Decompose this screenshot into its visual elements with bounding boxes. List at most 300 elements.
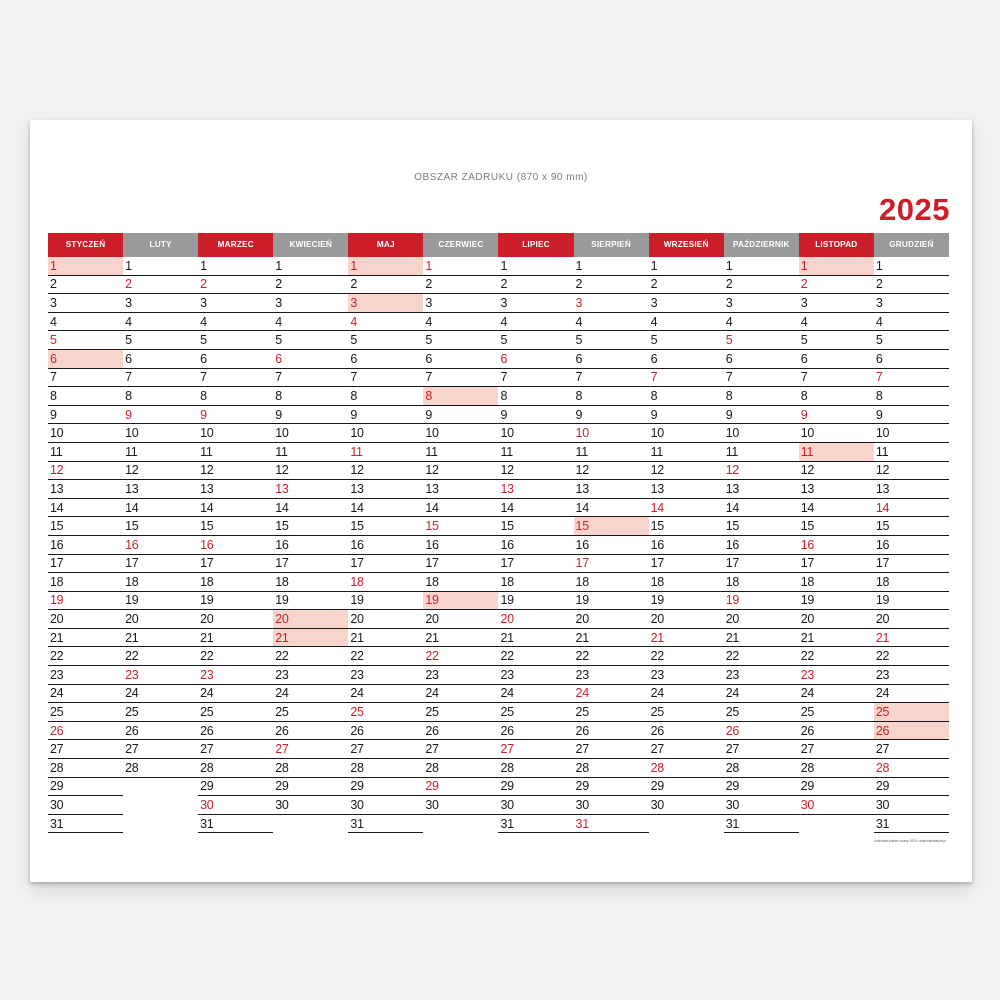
day-cell xyxy=(574,815,649,834)
day-cell xyxy=(123,517,198,536)
day-number: 20 xyxy=(725,612,740,627)
day-cell xyxy=(423,276,498,295)
day-number: 28 xyxy=(725,760,740,775)
day-cell xyxy=(799,387,874,406)
day-number: 3 xyxy=(725,295,733,310)
day-number: 13 xyxy=(800,481,815,496)
day-cell xyxy=(574,592,649,611)
day-cell xyxy=(273,536,348,555)
day-number: 20 xyxy=(200,612,214,627)
day-number: 13 xyxy=(575,481,589,496)
day-number: 3 xyxy=(200,295,207,310)
day-number: 11 xyxy=(50,444,63,459)
day-cell xyxy=(724,703,799,722)
day-number: 23 xyxy=(800,667,815,682)
day-cell xyxy=(348,778,423,797)
day-cell xyxy=(123,480,198,499)
day-number: 4 xyxy=(875,314,883,329)
day-cell xyxy=(423,331,498,350)
day-cell xyxy=(574,573,649,592)
day-number: 24 xyxy=(575,686,589,701)
day-cell xyxy=(649,685,724,704)
day-cell xyxy=(799,796,874,815)
day-number: 28 xyxy=(575,760,589,775)
day-cell xyxy=(423,722,498,741)
day-number: 15 xyxy=(125,519,139,534)
day-number: 6 xyxy=(800,351,808,366)
day-number: 15 xyxy=(725,519,740,534)
day-number: 19 xyxy=(575,593,589,608)
day-number: 25 xyxy=(425,705,439,720)
day-number: 29 xyxy=(275,779,289,794)
day-cell xyxy=(724,759,799,778)
day-number: 14 xyxy=(650,500,664,515)
day-number: 18 xyxy=(500,574,514,589)
day-cell xyxy=(574,629,649,648)
day-number: 28 xyxy=(350,760,364,775)
day-number: 23 xyxy=(125,667,139,682)
day-cell xyxy=(874,815,949,834)
day-number: 11 xyxy=(575,444,588,459)
day-number: 7 xyxy=(725,370,733,385)
day-number: 16 xyxy=(725,537,740,552)
day-cell xyxy=(874,499,949,518)
day-number: 4 xyxy=(425,314,433,329)
day-cell xyxy=(649,647,724,666)
day-number: 31 xyxy=(725,816,740,831)
day-cell xyxy=(874,592,949,611)
day-cell xyxy=(799,294,874,313)
month-column xyxy=(423,233,498,835)
day-cell xyxy=(348,313,423,332)
day-number: 10 xyxy=(50,426,64,441)
day-cell xyxy=(198,796,273,815)
day-cell xyxy=(498,647,573,666)
day-number: 24 xyxy=(350,686,364,701)
day-cell xyxy=(498,517,573,536)
day-number: 4 xyxy=(725,314,733,329)
day-cell xyxy=(874,666,949,685)
month-column xyxy=(198,233,273,835)
day-number: 16 xyxy=(875,537,890,552)
day-number: 26 xyxy=(650,723,664,738)
day-cell xyxy=(498,759,573,778)
day-number: 2 xyxy=(275,277,282,292)
day-number: 10 xyxy=(650,426,664,441)
day-cell xyxy=(198,313,273,332)
day-cell xyxy=(649,480,724,499)
day-cell xyxy=(649,555,724,574)
day-number: 16 xyxy=(275,537,289,552)
day-cell xyxy=(273,406,348,425)
day-cell xyxy=(574,666,649,685)
day-number: 22 xyxy=(800,649,815,664)
day-cell xyxy=(348,573,423,592)
day-cell xyxy=(799,499,874,518)
day-number: 21 xyxy=(500,630,514,645)
day-cell xyxy=(198,536,273,555)
day-number: 23 xyxy=(875,667,890,682)
day-number: 22 xyxy=(875,649,890,664)
day-number: 17 xyxy=(500,556,514,571)
day-number: 28 xyxy=(425,760,439,775)
day-cell xyxy=(874,722,949,741)
day-cell xyxy=(198,610,273,629)
day-cell xyxy=(649,610,724,629)
day-number: 9 xyxy=(650,407,658,422)
day-cell xyxy=(348,740,423,759)
day-number: 15 xyxy=(575,519,589,534)
day-cell xyxy=(198,350,273,369)
day-cell xyxy=(649,331,724,350)
day-cell xyxy=(574,257,649,276)
day-number: 27 xyxy=(875,742,890,757)
day-cell xyxy=(123,462,198,481)
day-number: 27 xyxy=(500,742,514,757)
day-cell xyxy=(799,536,874,555)
day-cell xyxy=(799,350,874,369)
day-number: 16 xyxy=(350,537,364,552)
day-cell xyxy=(799,462,874,481)
day-cell xyxy=(498,294,573,313)
day-number: 5 xyxy=(800,333,808,348)
day-cell xyxy=(198,592,273,611)
day-number: 12 xyxy=(425,463,439,478)
day-cell xyxy=(423,592,498,611)
day-cell xyxy=(498,257,573,276)
day-number: 8 xyxy=(125,388,132,403)
day-number: 14 xyxy=(350,500,364,515)
day-cell xyxy=(498,536,573,555)
day-cell xyxy=(574,517,649,536)
day-cell xyxy=(574,759,649,778)
day-number: 9 xyxy=(425,407,433,422)
day-cell xyxy=(574,499,649,518)
day-cell xyxy=(649,369,724,388)
day-cell xyxy=(273,369,348,388)
day-number: 9 xyxy=(875,407,883,422)
month-column xyxy=(649,233,724,835)
day-number: 8 xyxy=(650,388,658,403)
day-number: 14 xyxy=(875,500,890,515)
day-cell xyxy=(273,722,348,741)
day-cell xyxy=(724,443,799,462)
day-cell xyxy=(724,257,799,276)
day-number: 5 xyxy=(500,333,508,348)
day-number: 30 xyxy=(725,798,740,813)
day-number: 1 xyxy=(800,258,808,273)
day-number: 7 xyxy=(275,370,282,385)
day-number: 18 xyxy=(275,574,289,589)
day-number: 5 xyxy=(575,333,583,348)
day-cell xyxy=(123,573,198,592)
day-number: 17 xyxy=(725,556,740,571)
day-number: 5 xyxy=(650,333,658,348)
footer-note: Kalendarz planer roczny 2025 • www.kalendarze.pl xyxy=(874,839,946,843)
day-cell xyxy=(498,276,573,295)
day-cell xyxy=(123,666,198,685)
day-cell xyxy=(123,350,198,369)
day-cell xyxy=(724,610,799,629)
day-cell xyxy=(273,573,348,592)
month-header: LISTOPAD xyxy=(799,233,874,257)
day-number: 17 xyxy=(575,556,589,571)
day-cell xyxy=(799,257,874,276)
day-cell xyxy=(423,740,498,759)
day-cell xyxy=(724,424,799,443)
day-cell xyxy=(799,424,874,443)
day-number: 15 xyxy=(800,519,815,534)
day-cell xyxy=(123,443,198,462)
day-cell xyxy=(498,740,573,759)
day-cell xyxy=(649,350,724,369)
day-number: 23 xyxy=(650,667,664,682)
day-cell xyxy=(874,480,949,499)
day-cell xyxy=(874,778,949,797)
day-number: 18 xyxy=(875,574,890,589)
day-number: 9 xyxy=(200,407,207,422)
day-cell xyxy=(649,387,724,406)
day-number: 19 xyxy=(725,593,740,608)
day-number: 23 xyxy=(575,667,589,682)
day-cell xyxy=(273,276,348,295)
day-cell xyxy=(123,369,198,388)
day-cell xyxy=(799,759,874,778)
day-number: 16 xyxy=(50,537,64,552)
day-cell xyxy=(48,555,123,574)
month-header: CZERWIEC xyxy=(423,233,498,257)
day-number: 8 xyxy=(500,388,508,403)
day-number: 22 xyxy=(425,649,439,664)
day-number: 14 xyxy=(500,500,514,515)
day-number: 7 xyxy=(500,370,508,385)
day-number: 22 xyxy=(50,649,64,664)
day-number: 21 xyxy=(200,630,214,645)
day-cell xyxy=(423,350,498,369)
day-cell xyxy=(348,369,423,388)
day-cell xyxy=(498,815,573,834)
day-cell xyxy=(724,350,799,369)
day-number: 14 xyxy=(800,500,815,515)
day-cell xyxy=(799,740,874,759)
day-cell xyxy=(874,424,949,443)
day-number: 2 xyxy=(350,277,357,292)
day-number: 2 xyxy=(200,277,207,292)
day-number: 11 xyxy=(800,444,814,459)
day-number: 2 xyxy=(650,277,658,292)
day-cell xyxy=(273,331,348,350)
day-number: 4 xyxy=(800,314,808,329)
day-cell xyxy=(649,294,724,313)
day-cell xyxy=(498,703,573,722)
day-cell xyxy=(198,703,273,722)
day-cell xyxy=(273,796,348,815)
day-cell xyxy=(724,685,799,704)
day-number: 12 xyxy=(275,463,289,478)
day-number: 31 xyxy=(500,816,514,831)
day-cell xyxy=(874,462,949,481)
day-number: 18 xyxy=(725,574,740,589)
day-number: 20 xyxy=(425,612,439,627)
day-cell xyxy=(198,778,273,797)
day-number: 26 xyxy=(875,723,890,738)
day-number: 17 xyxy=(125,556,139,571)
day-number: 7 xyxy=(425,370,433,385)
day-cell xyxy=(724,276,799,295)
day-cell xyxy=(724,499,799,518)
day-number: 3 xyxy=(875,295,883,310)
day-list xyxy=(48,257,123,833)
day-number: 14 xyxy=(275,500,289,515)
month-column xyxy=(874,233,949,835)
day-number: 17 xyxy=(875,556,890,571)
day-number: 29 xyxy=(575,779,589,794)
day-number: 29 xyxy=(500,779,514,794)
day-number: 11 xyxy=(125,444,138,459)
day-number: 30 xyxy=(50,798,64,813)
day-number: 9 xyxy=(50,407,57,422)
day-number: 17 xyxy=(425,556,439,571)
day-cell xyxy=(198,666,273,685)
day-number: 11 xyxy=(200,444,213,459)
day-cell xyxy=(48,443,123,462)
day-cell xyxy=(423,387,498,406)
day-cell xyxy=(198,462,273,481)
day-number: 11 xyxy=(725,444,739,459)
day-cell xyxy=(874,647,949,666)
day-cell xyxy=(724,294,799,313)
day-cell xyxy=(198,424,273,443)
day-cell xyxy=(48,592,123,611)
day-number: 29 xyxy=(425,779,439,794)
day-number: 1 xyxy=(200,258,207,273)
day-number: 30 xyxy=(200,798,214,813)
day-number: 25 xyxy=(275,705,289,720)
day-number: 20 xyxy=(125,612,139,627)
day-cell xyxy=(874,536,949,555)
day-number: 23 xyxy=(500,667,514,682)
day-cell xyxy=(123,685,198,704)
day-number: 10 xyxy=(350,426,364,441)
day-cell xyxy=(649,462,724,481)
day-cell xyxy=(874,555,949,574)
day-cell xyxy=(423,778,498,797)
day-cell xyxy=(498,592,573,611)
day-number: 10 xyxy=(425,426,439,441)
day-number: 16 xyxy=(650,537,664,552)
day-number: 25 xyxy=(725,705,740,720)
day-cell xyxy=(874,257,949,276)
day-cell xyxy=(48,740,123,759)
day-cell xyxy=(498,666,573,685)
day-cell xyxy=(48,647,123,666)
day-cell xyxy=(348,257,423,276)
day-number: 6 xyxy=(350,351,357,366)
day-number: 6 xyxy=(125,351,132,366)
day-number: 27 xyxy=(575,742,589,757)
day-cell xyxy=(799,369,874,388)
day-number: 8 xyxy=(275,388,282,403)
day-number: 31 xyxy=(575,816,589,831)
day-number: 3 xyxy=(125,295,132,310)
day-number: 7 xyxy=(350,370,357,385)
day-number: 24 xyxy=(725,686,740,701)
day-cell xyxy=(423,555,498,574)
day-number: 15 xyxy=(500,519,514,534)
day-number: 6 xyxy=(200,351,207,366)
day-cell xyxy=(498,462,573,481)
day-number: 13 xyxy=(200,481,214,496)
day-cell xyxy=(799,610,874,629)
day-number: 15 xyxy=(275,519,289,534)
day-cell xyxy=(48,331,123,350)
day-number: 26 xyxy=(500,723,514,738)
day-cell xyxy=(273,443,348,462)
day-cell xyxy=(724,815,799,834)
day-cell xyxy=(123,406,198,425)
day-cell xyxy=(123,536,198,555)
day-number: 17 xyxy=(350,556,364,571)
month-header: KWIECIEŃ xyxy=(273,233,348,257)
day-number: 5 xyxy=(725,333,733,348)
day-number: 2 xyxy=(800,277,808,292)
day-number: 31 xyxy=(875,816,890,831)
day-cell xyxy=(574,331,649,350)
day-number: 20 xyxy=(50,612,64,627)
day-cell xyxy=(423,536,498,555)
day-cell xyxy=(498,350,573,369)
day-cell xyxy=(498,424,573,443)
day-number: 10 xyxy=(575,426,589,441)
day-cell xyxy=(348,592,423,611)
day-number: 20 xyxy=(500,612,514,627)
day-cell xyxy=(799,331,874,350)
day-cell xyxy=(799,647,874,666)
day-number: 16 xyxy=(425,537,439,552)
day-cell xyxy=(198,443,273,462)
day-number: 19 xyxy=(50,593,64,608)
day-number: 1 xyxy=(650,258,658,273)
day-number: 26 xyxy=(275,723,289,738)
day-number: 29 xyxy=(800,779,815,794)
day-number: 29 xyxy=(200,779,214,794)
day-cell xyxy=(348,294,423,313)
day-cell xyxy=(649,740,724,759)
day-cell xyxy=(498,629,573,648)
day-cell xyxy=(649,592,724,611)
day-cell xyxy=(799,443,874,462)
day-cell xyxy=(574,313,649,332)
day-number: 3 xyxy=(425,295,433,310)
day-number: 27 xyxy=(725,742,740,757)
day-number: 7 xyxy=(50,370,57,385)
day-cell xyxy=(649,796,724,815)
day-number: 1 xyxy=(725,258,733,273)
day-cell xyxy=(423,796,498,815)
day-cell xyxy=(724,480,799,499)
day-cell xyxy=(498,313,573,332)
day-cell xyxy=(799,573,874,592)
day-cell xyxy=(574,740,649,759)
day-number: 19 xyxy=(125,593,139,608)
day-cell xyxy=(874,517,949,536)
day-number: 2 xyxy=(50,277,57,292)
day-number: 24 xyxy=(650,686,664,701)
day-number: 23 xyxy=(275,667,289,682)
day-cell xyxy=(574,703,649,722)
day-cell xyxy=(498,796,573,815)
day-number: 7 xyxy=(200,370,207,385)
